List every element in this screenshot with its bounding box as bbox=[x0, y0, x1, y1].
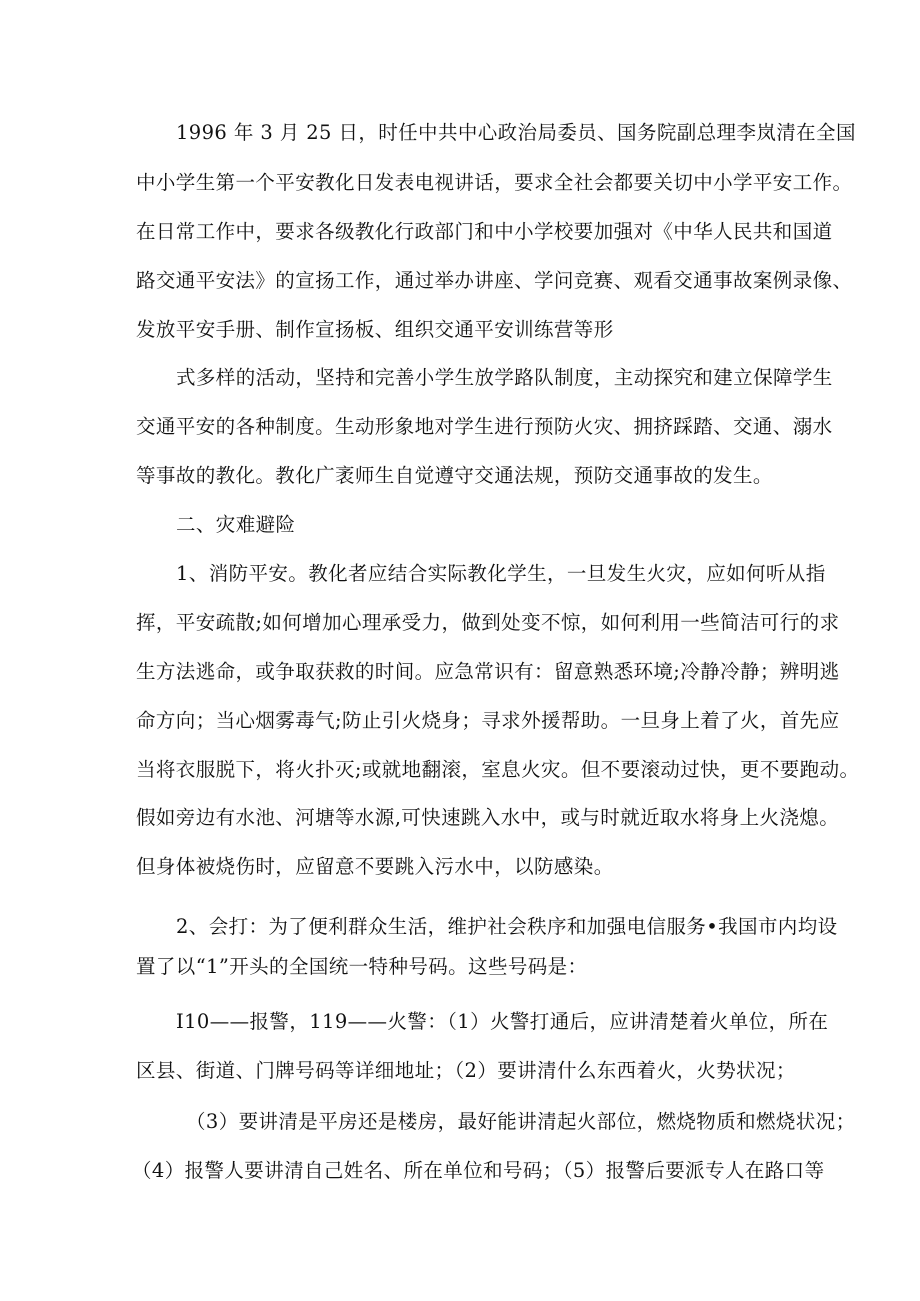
text-line-8: 等事故的教化。教化广袤师生自觉遵守交通法规，预防交通事故的发生。 bbox=[136, 464, 773, 487]
text-line-15: 假如旁边有水池、河塘等水源,可快速跳入水中，或与时就近取水将身上火浇熄。 bbox=[136, 806, 840, 829]
text-line-2: 中小学生第一个平安教化日发表电视讲话，要求全社会都要关切中小学平安工作。 bbox=[136, 171, 853, 194]
text-line-16: 但身体被烧伤时，应留意不要跳入污水中，以防感染。 bbox=[136, 855, 614, 878]
text-line-7: 交通平安的各种制度。生动形象地对学生进行预防火灾、拥挤踩踏、交通、溺水 bbox=[136, 415, 833, 438]
text-line-4: 路交通平安法》的宣扬工作，通过举办讲座、学问竞赛、观看交通事故案例录像、 bbox=[136, 269, 853, 292]
text-line-13: 命方向；当心烟雾毒气;防止引火烧身；寻求外援帮助。一旦身上着了火，首先应 bbox=[136, 709, 840, 732]
text-line-1: 1996 年 3 月 25 日，时任中共中心政治局委员、国务院副总理李岚清在全国 bbox=[176, 121, 856, 144]
text-line-21: （3）要讲清是平房还是楼房，最好能讲清起火部位，燃烧物质和燃烧状况； bbox=[186, 1110, 856, 1133]
text-line-10: 1、消防平安。教化者应结合实际教化学生，一旦发生火灾，应如何听从指 bbox=[176, 562, 826, 585]
text-line-11: 挥，平安疏散;如何增加心理承受力，做到处变不惊，如何利用一些简洁可行的求 bbox=[136, 611, 840, 634]
text-line-22: （4）报警人要讲清自己姓名、所在单位和号码；（5）报警后要派专人在路口等 bbox=[132, 1159, 825, 1182]
text-line-6: 式多样的活动，坚持和完善小学生放学路队制度，主动探究和建立保障学生 bbox=[176, 366, 833, 389]
text-line-19: I10——报警，119——火警：（1）火警打通后，应讲清楚着火单位，所在 bbox=[176, 1010, 829, 1033]
text-line-12: 生方法逃命，或争取获救的时间。应急常识有：留意熟悉环境;冷静冷静；辨明逃 bbox=[136, 660, 840, 683]
text-line-3: 在日常工作中，要求各级教化行政部门和中小学校要加强对《中华人民共和国道 bbox=[136, 220, 833, 243]
text-line-17: 2、会打：为了便利群众生活，维护社会秩序和加强电信服务•我国市内均设 bbox=[176, 915, 838, 938]
text-line-18: 置了以“1”开头的全国统一特种号码。这些号码是： bbox=[136, 955, 588, 978]
text-line-14: 当将衣服脱下，将火扑灭;或就地翻滚，室息火灾。但不要滚动过快，更不要跑动。 bbox=[136, 758, 860, 781]
text-line-5: 发放平安手册、制作宣扬板、组织交通平安训练营等形 bbox=[136, 318, 614, 341]
section-heading: 二、灾难避险 bbox=[176, 513, 296, 536]
text-line-20: 区县、街道、门牌号码等详细地址；（2）要讲清什么东西着火，火势状况； bbox=[136, 1059, 796, 1082]
